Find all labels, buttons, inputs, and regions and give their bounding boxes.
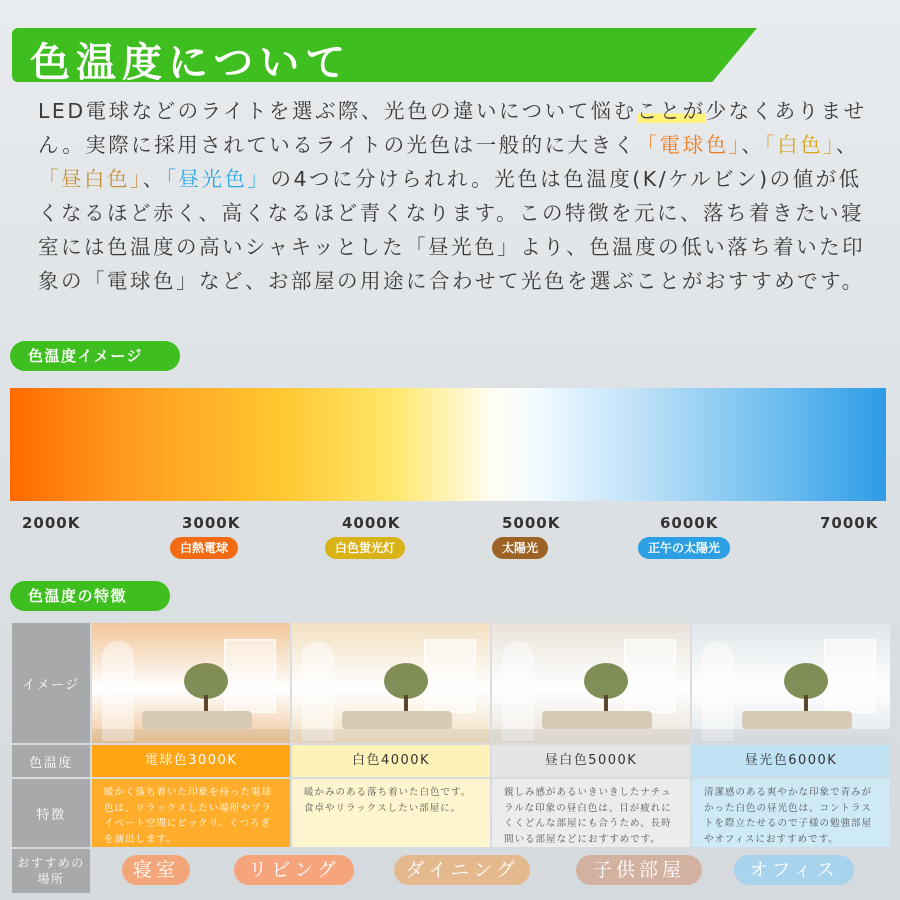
tick-label: 3000K (182, 514, 241, 532)
room-photo-white (292, 623, 490, 743)
desc-neutral: 親しみ感があるいきいきしたナチュラルな印象の昼白色は、目が疲れにくくどんな部屋にも合うため、長時間いる部屋などにおすすめです。 (492, 779, 690, 847)
plant (584, 663, 628, 699)
tick-label: 7000K (820, 514, 879, 532)
intro-highlight: ことが (636, 99, 706, 123)
room-bedroom: 寝室 (122, 855, 190, 885)
term-white: 「白色」 (764, 133, 836, 157)
section-label-color-image: 色温度イメージ (10, 341, 180, 371)
room-kids: 子供部屋 (576, 855, 702, 885)
intro-sep: 、 (741, 133, 765, 157)
section-label-features: 色温度の特徴 (10, 581, 170, 611)
floor (292, 729, 490, 743)
window (424, 639, 476, 713)
row-label-recommended: おすすめの場所 (12, 849, 90, 893)
sofa (142, 711, 252, 729)
window (624, 639, 676, 713)
badge-noon-sunlight: 正午の太陽光 (638, 537, 730, 559)
page-title: 色温度について (30, 40, 352, 86)
room-living: リビング (234, 855, 354, 885)
badge-white-fluorescent: 白色蛍光灯 (325, 537, 405, 559)
row-label-image: イメージ (12, 623, 90, 743)
row-label-feature: 特徴 (12, 779, 90, 847)
term-daylight: 「昼光色」 (165, 167, 271, 191)
intro-part: の4つに分けられれ。光色は色温度(K/ケルビン)の値が低くなるほど赤く、高くなるほど青くなります。この特徴を元に、落ち着きたい寝室には色温度の高いシャキッとした「昼光色」より、色温度の低い落ち着いた印象の「電球色」など、お部屋の用途に合わせて光色を選ぶことがおすすめです。 (38, 167, 866, 293)
feature-table (12, 623, 890, 895)
plant (184, 663, 228, 699)
desc-bulb: 暖かく落ち着いた印象を持った電球色は、リラックスしたい場所やプライベート空間にピックリ。くつろぎを演出します。 (92, 779, 290, 847)
intro-sep: 、 (835, 133, 859, 157)
intro-part: LED電球などのライトを選ぶ際、光色の違いについて悩む (38, 99, 637, 123)
room-photo-neutral (492, 623, 690, 743)
term-neutral-white: 「昼白色」 (38, 167, 143, 191)
floor (492, 729, 690, 743)
intro-sep: 、 (142, 167, 166, 191)
sofa (342, 711, 452, 729)
tick-label: 5000K (502, 514, 561, 532)
window (824, 639, 876, 713)
row-label-temperature: 色温度 (12, 745, 90, 777)
temp-name-white: 白色4000K (292, 745, 490, 777)
term-bulb-color: 「電球色」 (636, 133, 742, 157)
tick-label: 2000K (22, 514, 81, 532)
arch (502, 641, 534, 741)
badge-sunlight: 太陽光 (492, 537, 548, 559)
tick-label: 6000K (660, 514, 719, 532)
sofa (542, 711, 652, 729)
arch (102, 641, 134, 741)
intro-text (38, 94, 868, 298)
desc-daylight: 清潔感のある爽やかな印象で青みがかった白色の昼光色は、コントラストを際立たせるので子様の勉強部屋やオフィスにおすすめです。 (692, 779, 890, 847)
intro-part: 少なくありません。実際に採用されているライトの光色は一般的に大きく (38, 99, 867, 157)
plant (784, 663, 828, 699)
plant (384, 663, 428, 699)
floor (692, 729, 890, 743)
temp-name-daylight: 昼光色6000K (692, 745, 890, 777)
badge-incandescent: 白熱電球 (170, 537, 238, 559)
desc-white: 暖かみのある落ち着いた白色です。食卓やリラックスしたい部屋に。 (292, 779, 490, 847)
room-photo-bulb (92, 623, 290, 743)
room-dining: ダイニング (394, 855, 530, 885)
floor (92, 729, 290, 743)
temp-name-neutral: 昼白色5000K (492, 745, 690, 777)
arch (702, 641, 734, 741)
room-photo-daylight (692, 623, 890, 743)
color-temperature-gradient (10, 388, 886, 501)
window (224, 639, 276, 713)
room-office: オフィス (734, 855, 854, 885)
sofa (742, 711, 852, 729)
tick-label: 4000K (342, 514, 401, 532)
arch (302, 641, 334, 741)
temp-name-bulb: 電球色3000K (92, 745, 290, 777)
